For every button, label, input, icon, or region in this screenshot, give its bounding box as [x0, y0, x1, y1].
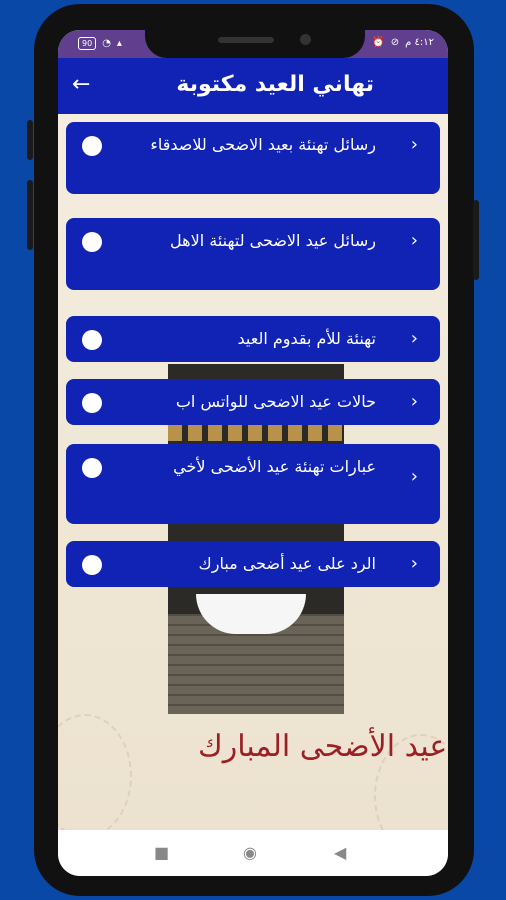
recents-square-icon[interactable]: ■ [154, 843, 170, 862]
menu-item[interactable] [66, 444, 440, 524]
menu-item-label: تهنئة للأم بقدوم العيد [237, 329, 376, 348]
phone-notch [145, 30, 365, 58]
front-camera [300, 34, 311, 45]
back-arrow-icon[interactable]: ← [72, 72, 91, 97]
menu-item[interactable] [66, 218, 440, 290]
ornament-decoration [58, 714, 132, 830]
earpiece-speaker [218, 37, 274, 43]
app-bar [58, 58, 448, 114]
menu-item[interactable] [66, 379, 440, 425]
alarm-icon: ⏰ [372, 37, 385, 48]
chevron-right-icon: › [410, 134, 418, 155]
back-triangle-icon[interactable]: ◀ [334, 843, 347, 862]
chevron-right-icon: › [410, 230, 418, 251]
wifi-icon: ◔ [102, 38, 111, 49]
chevron-right-icon: › [410, 553, 418, 574]
radio-button[interactable] [82, 136, 102, 156]
menu-item-label: رسائل تهنئة بعيد الاضحى للاصدقاء [150, 135, 376, 154]
menu-item-label: الرد على عيد أضحى مبارك [198, 554, 376, 573]
menu-item[interactable] [66, 316, 440, 362]
home-circle-icon[interactable]: ◉ [243, 843, 257, 862]
volume-button [27, 120, 33, 160]
radio-button[interactable] [82, 330, 102, 350]
radio-button[interactable] [82, 232, 102, 252]
radio-button[interactable] [82, 555, 102, 575]
menu-item[interactable] [66, 122, 440, 194]
menu-item-label: عبارات تهنئة عيد الأضحى لأخي [173, 457, 376, 476]
signal-icon: ▴ [116, 38, 122, 49]
phone-screen [58, 30, 448, 876]
chevron-right-icon: › [410, 391, 418, 412]
radio-button[interactable] [82, 458, 102, 478]
system-nav-bar [58, 830, 448, 876]
status-time: ٤:١٢ م [405, 37, 434, 48]
battery-indicator: 90 [78, 37, 96, 50]
menu-item[interactable] [66, 541, 440, 587]
mute-icon: ⊘ [390, 37, 400, 48]
chevron-right-icon: › [410, 328, 418, 349]
page-title: تهاني العيد مكتوبة [176, 72, 374, 97]
menu-item-label: حالات عيد الاضحى للواتس اب [175, 392, 376, 411]
chevron-right-icon: › [410, 466, 418, 487]
volume-button [27, 180, 33, 250]
power-button [473, 200, 479, 280]
radio-button[interactable] [82, 393, 102, 413]
main-content [58, 114, 448, 830]
menu-item-label: رسائل عيد الاضحى لتهنئة الاهل [170, 231, 376, 250]
eid-calligraphy: عيد الأضحى المبارك [198, 729, 448, 764]
